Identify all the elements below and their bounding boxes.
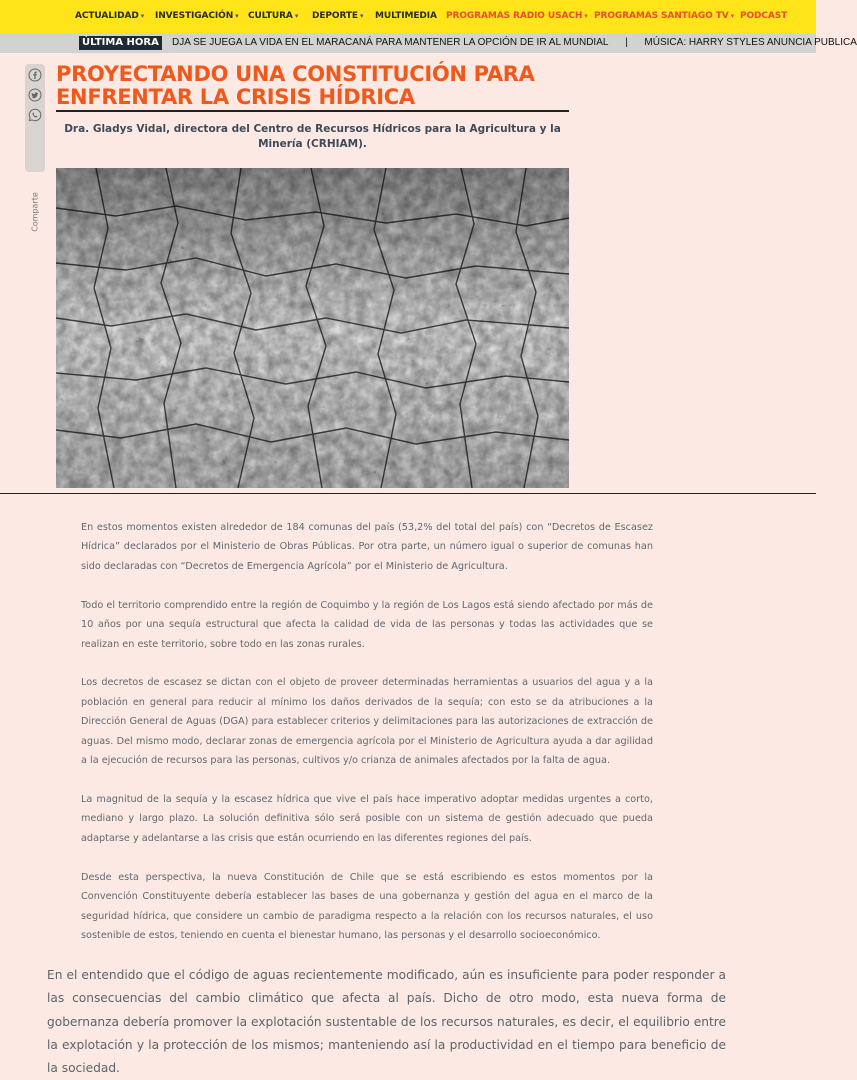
share-label: Comparte — [30, 192, 40, 232]
ticker-item[interactable]: DJA SE JUEGA LA VIDA EN EL MARACANÁ PARA MANTENER LA OPCIÓN DE IR AL MUNDIAL — [172, 37, 609, 48]
article-paragraph: En estos momentos existen alrededor de 184 comunas del país (53,2% del total del país) con “Decretos de Escasez Hídrica” declarados por el Ministerio de Obras Públicas. Por otra parte, un número igual o superior de comunas han sido declaradas con “Decretos de Emergencia Agrícola” por el Ministerio de Agricultura. — [81, 522, 653, 572]
article-paragraph: Todo el territorio comprendido entre la región de Coquimbo y la región de Los Lagos está siendo afectado por más de 10 años por una sequía estructural que afecta la calidad de vida de las personas y todas las actividades que se realizan en este territorio, sobre todo en las zonas rurales. — [81, 599, 653, 650]
ticker-track — [172, 37, 857, 51]
article-hero-image — [56, 168, 569, 488]
top-navigation — [0, 0, 816, 33]
chevron-down-icon: ▾ — [140, 12, 145, 20]
nav-item-programas-santiago-tv[interactable]: PROGRAMAS SANTIAGO TV ▾ — [594, 11, 735, 21]
chevron-down-icon: ▾ — [359, 12, 364, 20]
whatsapp-icon[interactable] — [28, 108, 42, 122]
facebook-icon[interactable] — [28, 68, 42, 82]
chevron-down-icon: ▾ — [584, 12, 588, 20]
chevron-down-icon: ▾ — [730, 12, 735, 20]
nav-item-cultura[interactable]: CULTURA ▾ — [248, 11, 299, 21]
nav-item-actualidad[interactable]: ACTUALIDAD ▾ — [75, 11, 145, 21]
nav-item-podcast[interactable]: PODCAST — [740, 11, 788, 21]
article-title: PROYECTANDO UNA CONSTITUCIÓN PARA ENFRENTAR LA CRISIS HÍDRICA — [56, 62, 535, 109]
article-body-indented — [81, 518, 653, 965]
title-underline — [56, 110, 569, 112]
article-paragraph: Desde esta perspectiva, la nueva Constitución de Chile que se está escribiendo es estos momentos por la Convención Constituyente debería establecer las bases de una gobernanza y gestión del agua en el marco de la seguridad hídrica, que considere un cambio de paradigma respecto a la relación con los recursos naturales, el uso sostenible de estos, teniendo en cuenta el bienestar humano, las personas y el desarrollo socioeconómico. — [81, 871, 653, 941]
share-label-wrapper — [28, 192, 42, 232]
twitter-icon[interactable] — [28, 88, 42, 102]
chevron-down-icon: ▾ — [294, 12, 299, 20]
article-paragraph: La magnitud de la sequía y la escasez hídrica que vive el país hace imperativo adoptar medidas urgentes a corto, mediano y largo plazo. La solución definitiva sólo será posible con un sistema de gestión adecuado que pueda adaptarse y adelantarse a las crisis que están ocurriendo en las diferentes regiones del país. — [81, 793, 653, 844]
cracked-earth-image — [56, 168, 569, 488]
nav-item-multimedia[interactable]: MULTIMEDIA — [375, 11, 437, 21]
nav-item-investigacion[interactable]: INVESTIGACIÓN ▾ — [155, 11, 239, 21]
ticker-label: ÚLTIMA HORA — [79, 36, 162, 50]
chevron-down-icon: ▾ — [235, 12, 239, 20]
ticker-separator: | — [625, 37, 628, 48]
article-paragraph-large: En el entendido que el código de aguas recientemente modificado, aún es insuficiente para poder responder a las consecuencias del cambio climático que afecta al país. Dicho de otro modo, esta nueva forma de gobernanza debería promover la explotación sustentable de los recursos naturales, es decir, el equilibrio entre la explotación y la protección de los mismos; manteniendo así la productividad en el tiempo para beneficio de la sociedad. — [47, 968, 726, 1076]
breaking-news-ticker — [0, 33, 857, 53]
nav-item-deporte[interactable]: DEPORTE ▾ — [312, 11, 364, 21]
ticker-item[interactable]: MÚSICA: HARRY STYLES ANUNCIA PUBLICA — [644, 37, 857, 48]
section-divider — [0, 493, 816, 494]
nav-item-programas-radio-usach[interactable]: PROGRAMAS RADIO USACH ▾ — [446, 11, 588, 21]
share-bar — [25, 64, 45, 232]
article-subtitle: Dra. Gladys Vidal, directora del Centro de Recursos Hídricos para la Agricultura y la Minería (CRHIAM). — [64, 123, 561, 150]
article-paragraph: Los decretos de escasez se dictan con el objeto de proveer determinadas herramientas a usuarios del agua y a la población en general para reducir al mínimo los daños derivados de la sequía; con esto se da atribuciones a la Dirección General de Aguas (DGA) para establecer criterios y delimitaciones para las autorizaciones de extracción de aguas. Del mismo modo, declarar zonas de emergencia agrícola por el Ministerio de Agricultura ayuda a dar agilidad a la ejecución de recursos para las personas, cultivos y/o crianza de animales afectados por la falta de agua. — [81, 677, 653, 767]
